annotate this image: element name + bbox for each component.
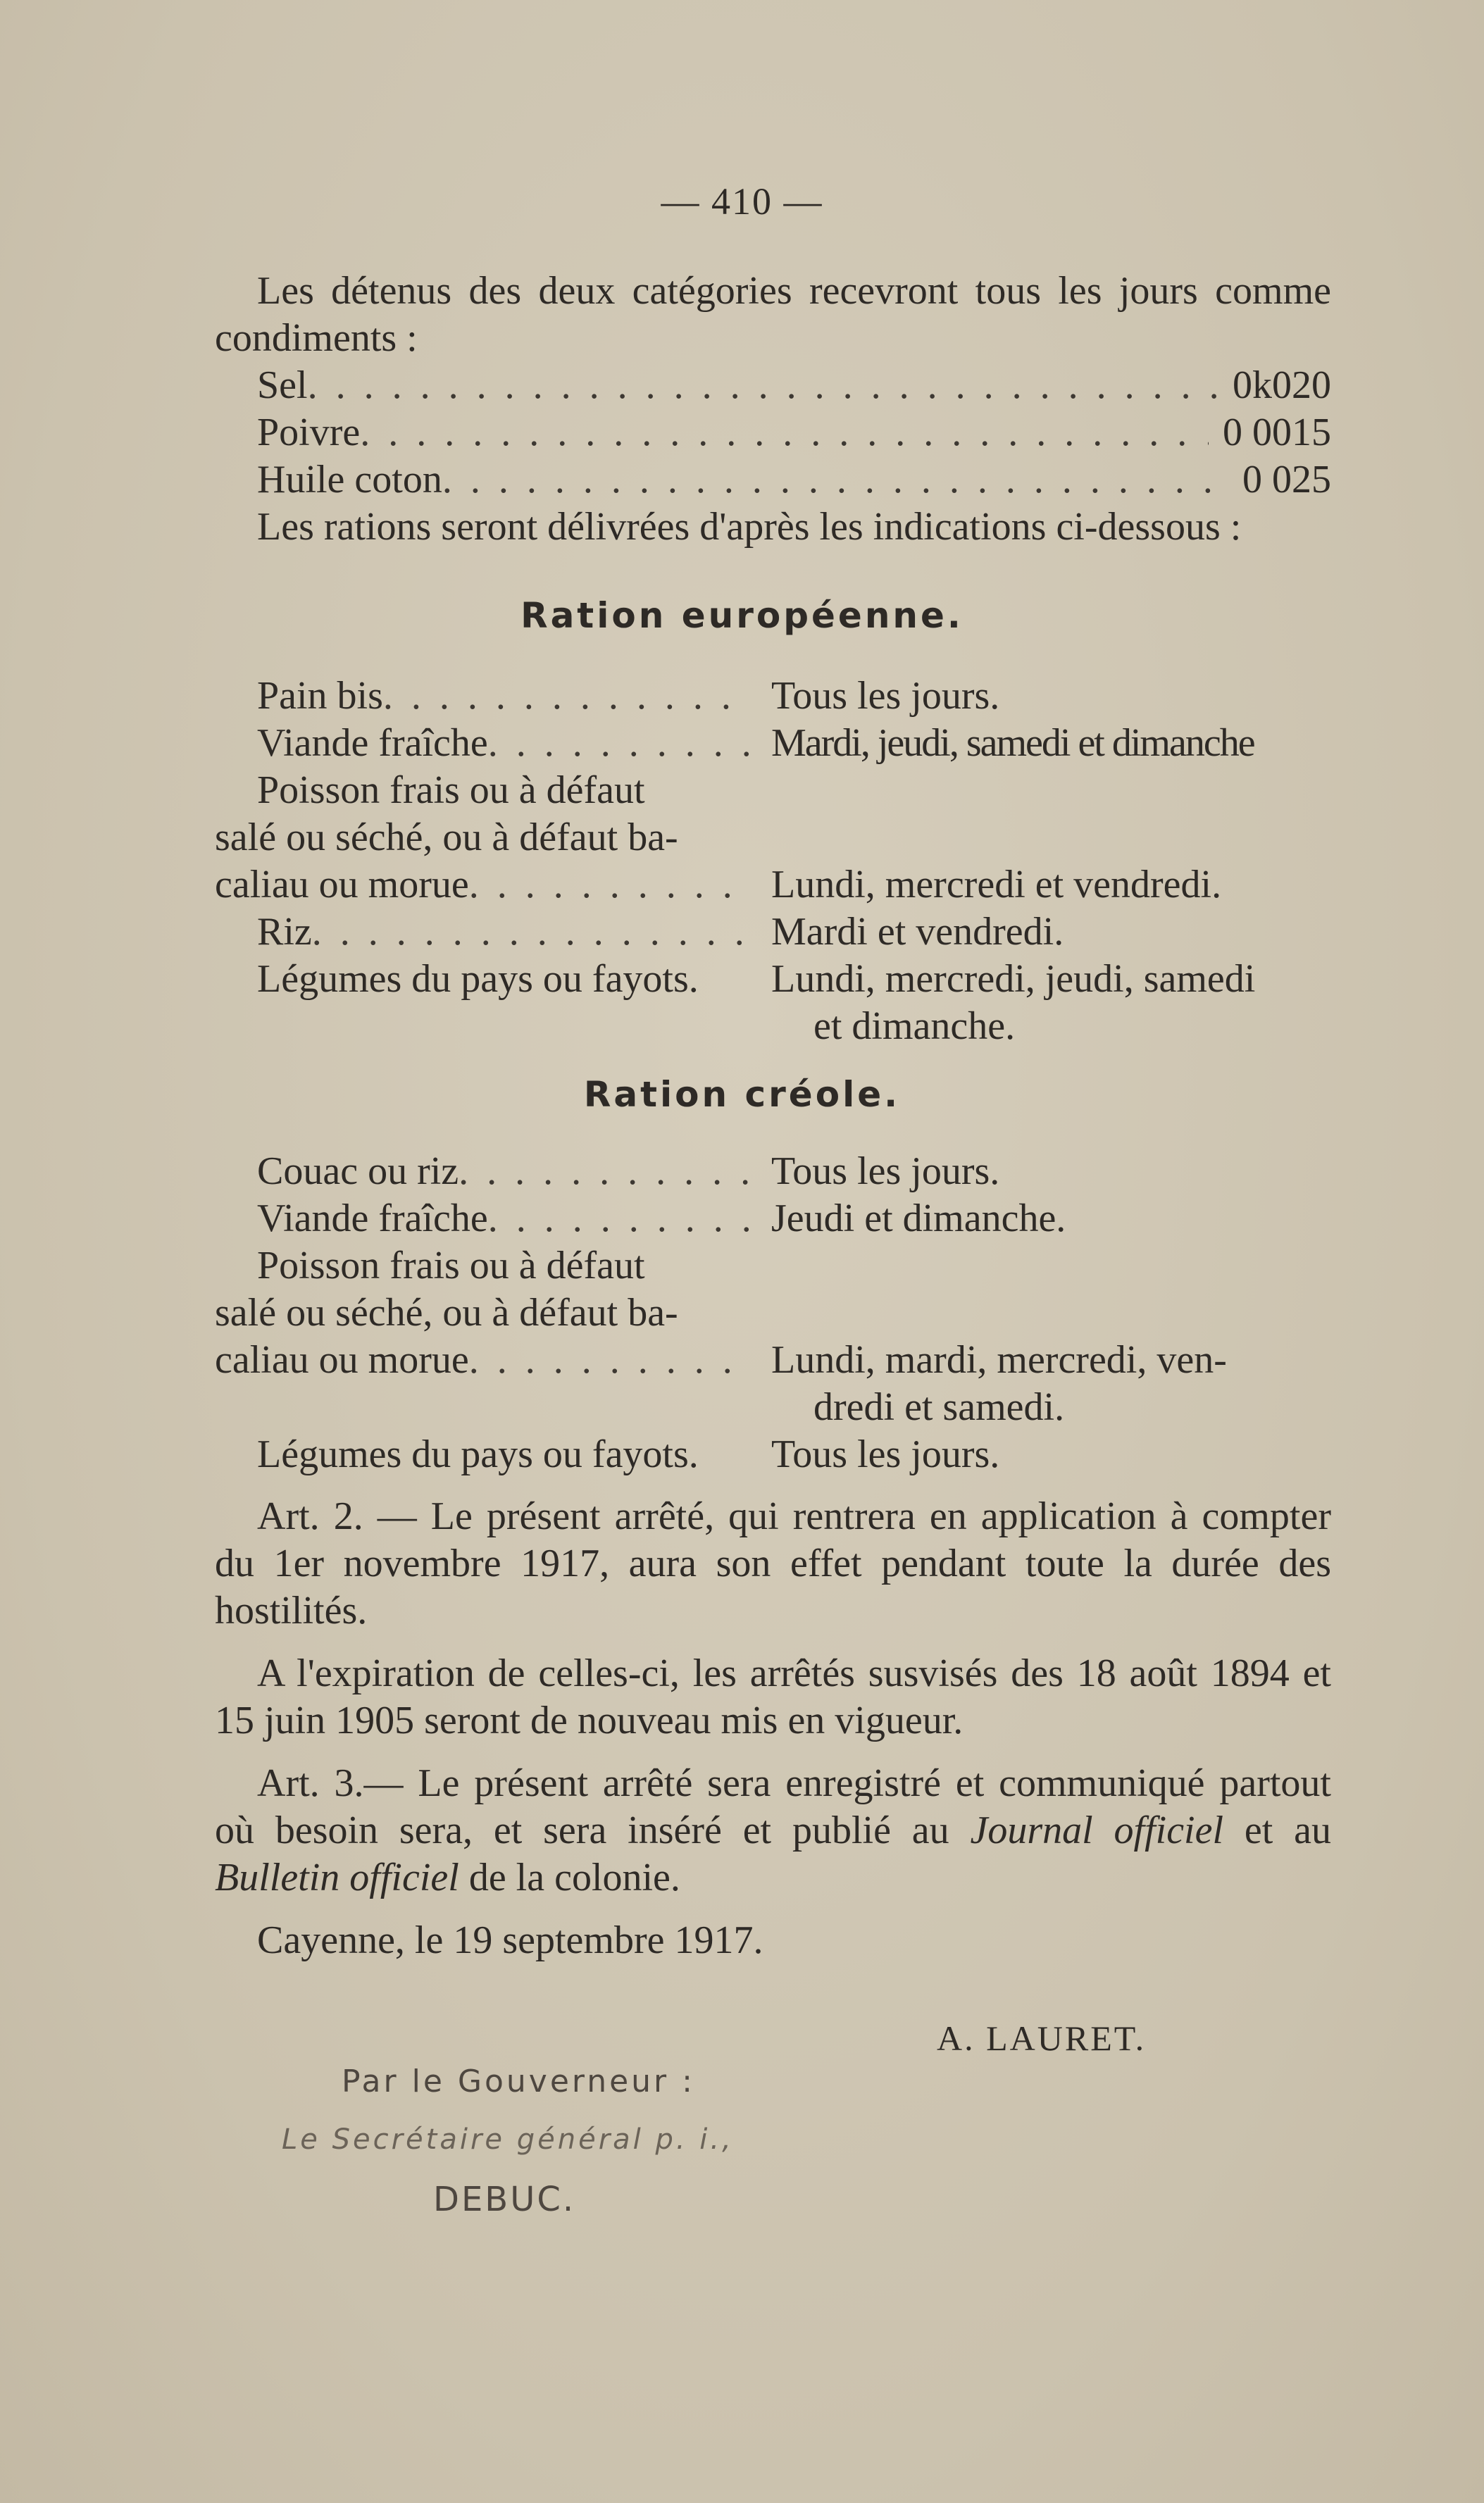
ration-item: Riz xyxy=(257,910,312,954)
creole-ration-table xyxy=(215,1148,1331,1478)
ration-days: Lundi, mardi, mercredi, ven- xyxy=(771,1338,1227,1382)
table-row xyxy=(215,1148,1331,1195)
bulletin-title: Bulletin officiel xyxy=(215,1856,459,1899)
intro-paragraph: Les détenus des deux catégories recevront tous les jours comme condiments : xyxy=(215,269,1331,360)
ration-item-line: salé ou séché, ou à défaut ba- xyxy=(215,1291,678,1335)
condiment-value: 0 025 xyxy=(1242,458,1331,501)
intro-block xyxy=(215,268,1331,551)
article-2: Art. 2. — Le présent arrêté, qui rentrera en application à compter du 1er novembre 1917, aura son effet pendant toute la durée des hostilités. xyxy=(215,1494,1331,1633)
ration-item-line: salé ou séché, ou à défaut ba- xyxy=(215,816,678,859)
condiment-label: Poivre xyxy=(257,411,361,454)
article-3-text: et au xyxy=(1223,1809,1331,1852)
ration-item: Viande fraîche xyxy=(257,721,488,765)
expiration-paragraph: A l'expiration de celles-ci, les arrêtés susvisés des 18 août 1894 et 15 juin 1905 seront de nouveau mis en vigueur. xyxy=(215,1652,1331,1742)
stamp-line-3: DEBUC. xyxy=(433,2180,576,2219)
ration-item-line: Poisson frais ou à défaut xyxy=(257,1244,645,1287)
condiment-row-poivre xyxy=(257,409,1331,456)
table-row xyxy=(215,720,1331,767)
table-row xyxy=(215,1242,1331,1431)
ration-item: Légumes du pays ou fayots. xyxy=(257,1432,699,1476)
date-line: Cayenne, le 19 septembre 1917. xyxy=(257,1918,763,1962)
condiment-row-huile xyxy=(257,456,1331,504)
table-row xyxy=(215,1195,1331,1242)
ration-days: Lundi, mercredi et vendredi. xyxy=(771,863,1222,906)
table-row xyxy=(215,673,1331,720)
ration-days: Jeudi et dimanche. xyxy=(771,1197,1066,1240)
article-3 xyxy=(215,1760,1331,1902)
article-3-text: Art. 3.— Le présent arrêté sera enregistré et communiqué partout où besoin sera, et sera inséré et publié au xyxy=(215,1761,1331,1852)
dot-leader xyxy=(308,362,1218,409)
ration-days: Tous les jours. xyxy=(771,1149,1000,1193)
table-row xyxy=(215,1431,1331,1478)
ration-item: Couac ou riz xyxy=(257,1149,459,1193)
table-row xyxy=(215,909,1331,956)
condiment-row-sel xyxy=(257,362,1331,409)
dot-leader xyxy=(383,673,750,720)
dot-leader xyxy=(442,456,1228,504)
dot-leader xyxy=(488,720,750,767)
ration-days: Tous les jours. xyxy=(771,1432,1000,1476)
stamp-line-1: Par le Gouverneur : xyxy=(342,2064,695,2099)
european-ration-heading: Ration européenne. xyxy=(520,595,964,636)
dot-leader xyxy=(360,409,1209,456)
condiment-value: 0 0015 xyxy=(1223,411,1331,454)
stamp-line-2: Le Secrétaire général p. i., xyxy=(282,2123,734,2156)
ration-item: Viande fraîche xyxy=(257,1197,488,1240)
creole-ration-heading: Ration créole. xyxy=(583,1074,901,1115)
european-ration-table xyxy=(215,673,1331,1050)
articles-block xyxy=(215,1493,1331,1964)
ration-item-line: caliau ou morue xyxy=(215,863,469,906)
dot-leader xyxy=(469,1337,750,1384)
ration-days-cont: dredi et samedi. xyxy=(813,1385,1065,1429)
ration-item: Pain bis xyxy=(257,674,383,718)
ration-item: Légumes du pays ou fayots. xyxy=(257,957,699,1001)
ration-days: Tous les jours. xyxy=(771,674,1000,718)
dot-leader xyxy=(312,909,750,956)
ration-item-line: caliau ou morue xyxy=(215,1338,469,1382)
condiment-label: Sel xyxy=(257,363,308,407)
ration-days: Lundi, mercredi, jeudi, samedi xyxy=(771,957,1256,1001)
ration-item-line: Poisson frais ou à défaut xyxy=(257,768,645,812)
ration-days: Mardi et vendredi. xyxy=(771,910,1064,954)
table-row xyxy=(215,956,1331,1050)
dot-leader xyxy=(459,1148,750,1195)
condiment-value: 0k020 xyxy=(1233,363,1331,407)
ration-days-cont: et dimanche. xyxy=(813,1004,1016,1048)
signature: A. LAURET. xyxy=(937,2018,1147,2058)
ration-days: Mardi, jeudi, samedi et dimanche xyxy=(771,721,1254,765)
rations-intro: Les rations seront délivrées d'après les indications ci-dessous : xyxy=(257,505,1242,549)
dot-leader xyxy=(469,861,750,909)
journal-title: Journal officiel xyxy=(970,1809,1224,1852)
page-number: — 410 — xyxy=(661,180,823,223)
dot-leader xyxy=(488,1195,750,1242)
article-3-text: de la colonie. xyxy=(459,1856,680,1899)
condiment-label: Huile coton xyxy=(257,458,442,501)
table-row xyxy=(215,767,1331,909)
